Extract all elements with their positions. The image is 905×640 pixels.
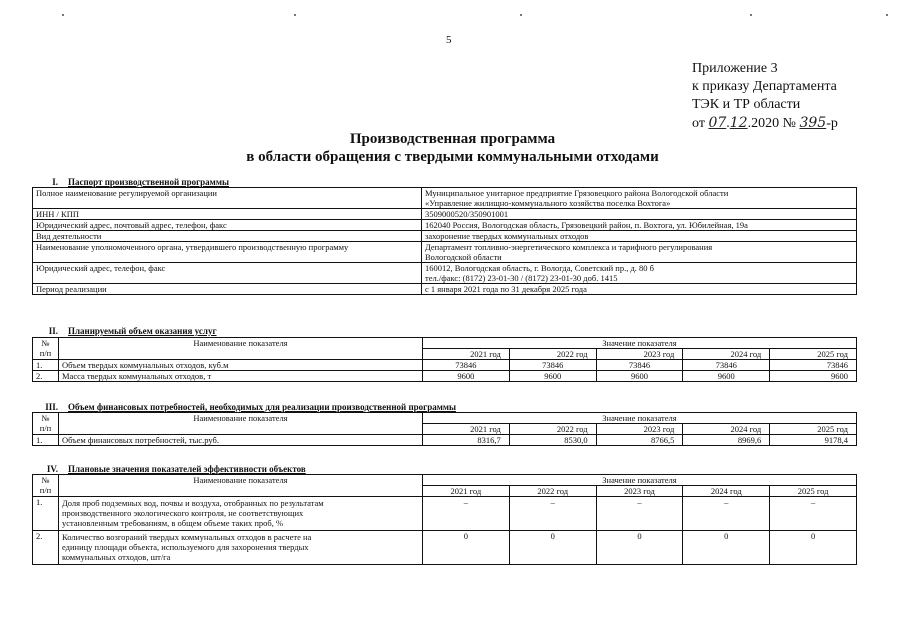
- table-row: [33, 371, 857, 382]
- passport-label: Полное наименование регулируемой организации: [33, 188, 422, 209]
- year-header: 2023 год: [596, 486, 683, 497]
- year-header: 2024 год: [683, 424, 770, 435]
- appendix-line-3: ТЭК и ТР области: [692, 97, 801, 112]
- row-value: 73846: [683, 360, 770, 371]
- passport-value: с 1 января 2021 года по 31 декабря 2025 года: [422, 284, 857, 295]
- passport-value: 162040 Россия, Вологодская область, Грязовецкий район, п. Вохтога, ул. Юбилейная, 19а: [422, 220, 857, 231]
- appendix-line-1: Приложение 3: [692, 61, 778, 76]
- passport-label: Наименование уполномоченного органа, утвердившего производственную программу: [33, 242, 422, 263]
- col-header-name: Наименование показателя: [59, 475, 423, 497]
- row-value: 73846: [423, 360, 510, 371]
- year-header: 2023 год: [596, 424, 683, 435]
- year-header: 2025 год: [770, 424, 857, 435]
- table-row: [33, 360, 857, 371]
- passport-value: Департамент топливно-энергетического комплекса и тарифного регулирования Вологодской области: [422, 242, 857, 263]
- row-number: 2.: [33, 371, 59, 382]
- col-header-value: Значение показателя: [423, 338, 857, 349]
- scan-speck: [62, 14, 64, 16]
- row-value: –: [596, 497, 683, 531]
- appendix-date-line: от 07.12.2020 № 395-р: [692, 115, 838, 131]
- row-value: 9600: [770, 371, 857, 382]
- appendix-line-2: к приказу Департамента: [692, 79, 837, 94]
- row-value: 9600: [423, 371, 510, 382]
- row-value: 9178,4: [770, 435, 857, 446]
- document-title-line-2: в области обращения с твердыми коммунальными отходами: [246, 149, 659, 165]
- page-number: 5: [446, 34, 452, 46]
- handwritten-month: 12: [729, 115, 748, 131]
- col-header-no: № п/п: [33, 338, 59, 360]
- row-value: 73846: [770, 360, 857, 371]
- col-header-no: № п/п: [33, 413, 59, 435]
- order-suffix: -р: [826, 116, 838, 131]
- financial-needs-table: [32, 412, 857, 446]
- row-value: 0: [423, 531, 510, 565]
- scan-speck: [294, 14, 296, 16]
- row-number: 1.: [33, 360, 59, 371]
- year-header: 2024 год: [683, 486, 770, 497]
- passport-value: Муниципальное унитарное предприятие Грязовецкого района Вологодской области «Управление жилищно-коммунального хозяйства поселка Вохтога»: [422, 188, 857, 209]
- year-header: 2021 год: [423, 486, 510, 497]
- col-header-value: Значение показателя: [423, 475, 857, 486]
- row-value: 9600: [596, 371, 683, 382]
- section-2-heading: II. Планируемый объем оказания услуг: [48, 326, 217, 336]
- year-header: 2021 год: [423, 424, 510, 435]
- row-value: 9600: [509, 371, 596, 382]
- section-1-heading: I. Паспорт производственной программы: [52, 177, 229, 187]
- row-value: –: [423, 497, 510, 531]
- passport-label: Вид деятельности: [33, 231, 422, 242]
- efficiency-table: [32, 474, 857, 565]
- row-value: 8530,0: [509, 435, 596, 446]
- row-value: 8969,6: [683, 435, 770, 446]
- appendix-block: [692, 60, 872, 133]
- row-name: Количество возгораний твердых коммунальных отходов в расчете на единицу площади объекта, используемого для захоронения твердых коммунальных отходов, шт/га: [59, 531, 423, 565]
- scan-speck: [520, 14, 522, 16]
- passport-label: ИНН / КПП: [33, 209, 422, 220]
- passport-table: [32, 187, 857, 295]
- scan-speck: [886, 14, 888, 16]
- table-row: [33, 231, 857, 242]
- date-prefix: от: [692, 116, 705, 131]
- row-value: –: [683, 497, 770, 531]
- header-row: [33, 338, 857, 349]
- row-value: 8766,5: [596, 435, 683, 446]
- passport-value: захоронение твердых коммунальных отходов: [422, 231, 857, 242]
- table-row: [33, 188, 857, 209]
- handwritten-order-number: 395: [799, 115, 827, 131]
- document-title-line-1: Производственная программа: [349, 131, 556, 147]
- row-value: 73846: [509, 360, 596, 371]
- row-name: Объем финансовых потребностей, тыс.руб.: [59, 435, 423, 446]
- row-value: –: [509, 497, 596, 531]
- row-value: 0: [770, 531, 857, 565]
- row-value: 0: [683, 531, 770, 565]
- date-year: .2020 №: [747, 116, 796, 131]
- table-row: [33, 242, 857, 263]
- row-name: Доля проб подземных вод, почвы и воздуха, отобранных по результатам производственного экологического контроля, не соответствующих установленным требованиям, в общем объеме таких проб, %: [59, 497, 423, 531]
- row-value: 0: [596, 531, 683, 565]
- table-row: [33, 531, 857, 565]
- table-row: [33, 284, 857, 295]
- col-header-name: Наименование показателя: [59, 338, 423, 360]
- passport-label: Юридический адрес, телефон, факс: [33, 263, 422, 284]
- row-number: 1.: [33, 435, 59, 446]
- handwritten-day: 07: [708, 115, 727, 131]
- section-4-heading: IV. Плановые значения показателей эффективности объектов: [46, 464, 306, 474]
- services-volume-table: [32, 337, 857, 382]
- year-header: 2024 год: [683, 349, 770, 360]
- row-value: 0: [509, 531, 596, 565]
- row-name: Масса твердых коммунальных отходов, т: [59, 371, 423, 382]
- passport-label: Период реализации: [33, 284, 422, 295]
- table-row: [33, 435, 857, 446]
- scan-speck: [750, 14, 752, 16]
- col-header-no: № п/п: [33, 475, 59, 497]
- table-row: [33, 263, 857, 284]
- header-row: [33, 413, 857, 424]
- row-name: Объем твердых коммунальных отходов, куб.м: [59, 360, 423, 371]
- passport-value: 3509000520/350901001: [422, 209, 857, 220]
- year-header: 2022 год: [509, 349, 596, 360]
- year-header: 2022 год: [509, 424, 596, 435]
- row-value: –: [770, 497, 857, 531]
- col-header-value: Значение показателя: [423, 413, 857, 424]
- table-row: [33, 209, 857, 220]
- passport-value: 160012, Вологодская область, г. Вологда, Советский пр., д. 80 б тел./факс: (8172) 23-01-30 / (8172) 23-01-30 доб. 1415: [422, 263, 857, 284]
- year-header: 2021 год: [423, 349, 510, 360]
- table-row: [33, 497, 857, 531]
- row-number: 1.: [33, 497, 59, 531]
- year-header: 2022 год: [509, 486, 596, 497]
- table-row: [33, 220, 857, 231]
- year-header: 2025 год: [770, 349, 857, 360]
- row-value: 9600: [683, 371, 770, 382]
- col-header-name: Наименование показателя: [59, 413, 423, 435]
- year-header: 2025 год: [770, 486, 857, 497]
- row-value: 73846: [596, 360, 683, 371]
- row-value: 8316,7: [423, 435, 510, 446]
- year-header: 2023 год: [596, 349, 683, 360]
- section-3-heading: III. Объем финансовых потребностей, необходимых для реализации производственной программы: [45, 402, 457, 412]
- header-row: [33, 475, 857, 486]
- passport-label: Юридический адрес, почтовый адрес, телефон, факс: [33, 220, 422, 231]
- row-number: 2.: [33, 531, 59, 565]
